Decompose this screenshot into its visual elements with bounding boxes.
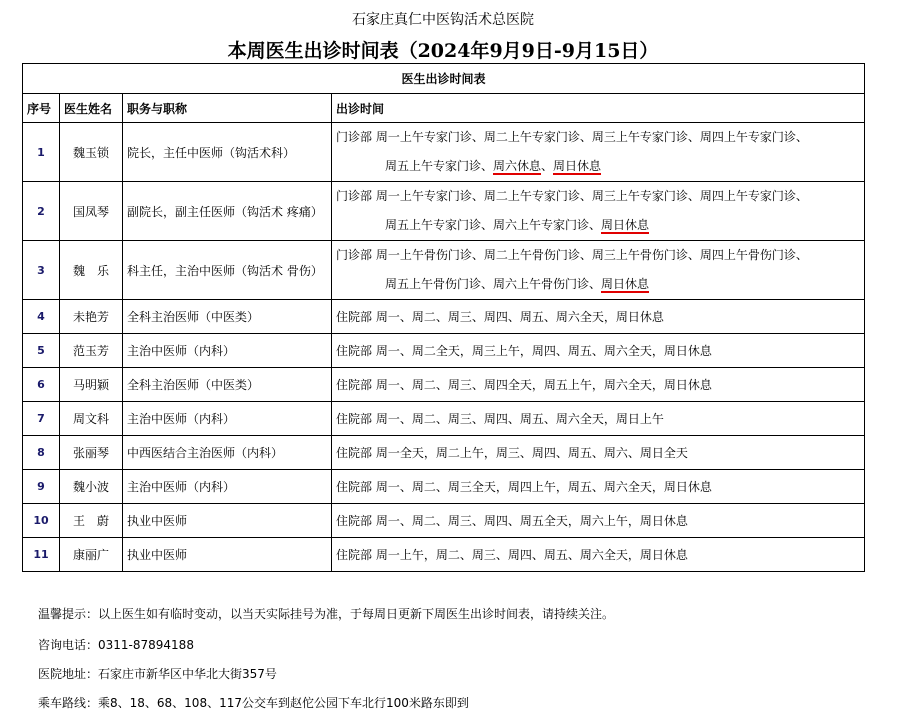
doctor-name: 马明颖 — [60, 368, 123, 402]
doctor-name: 王 蔚 — [60, 504, 123, 538]
doctor-position: 全科主治医师（中医类） — [123, 368, 332, 402]
doctor-name: 魏小波 — [60, 470, 123, 504]
schedule-segment: 周五上午专家门诊、周六上午专家门诊、 — [385, 218, 602, 232]
schedule-cell: 住院部 周一全天，周二上午，周三、周四、周五、周六、周日全天 — [332, 436, 865, 470]
schedule-cell: 住院部 周一上午，周二、周三、周四、周五、周六全天，周日休息 — [332, 538, 865, 572]
rest-day-highlight: 周日休息 — [553, 159, 602, 173]
row-number: 6 — [23, 368, 60, 402]
row-number: 8 — [23, 436, 60, 470]
schedule-cell — [332, 123, 865, 182]
doctor-position: 副院长，副主任医师（钩活术 疼痛） — [123, 182, 332, 241]
doctor-position: 执业中医师 — [123, 538, 332, 572]
schedule-cell: 住院部 周一、周二、周三、周四、周五、周六全天，周日上午 — [332, 402, 865, 436]
table-row — [23, 436, 865, 470]
schedule-line-2 — [336, 270, 860, 299]
schedule-line-1: 门诊部 周一上午专家门诊、周二上午专家门诊、周三上午专家门诊、周四上午专家门诊、 — [336, 189, 808, 203]
table-row — [23, 538, 865, 572]
header-schedule: 出诊时间 — [332, 94, 865, 123]
schedule-segment: 周五上午专家门诊、 — [385, 159, 494, 173]
table-row — [23, 123, 865, 182]
table-row — [23, 402, 865, 436]
doctor-position: 中西医结合主治医师（内科） — [123, 436, 332, 470]
doctor-position: 主治中医师（内科） — [123, 470, 332, 504]
schedule-cell: 住院部 周一、周二、周三、周四、周五、周六全天，周日休息 — [332, 300, 865, 334]
table-row — [23, 241, 865, 300]
header-number: 序号 — [23, 94, 60, 123]
row-number: 3 — [23, 241, 60, 300]
row-number: 5 — [23, 334, 60, 368]
schedule-line-2 — [336, 152, 860, 181]
doctor-position: 全科主治医师（中医类） — [123, 300, 332, 334]
notice-text: 温馨提示：以上医生如有临时变动，以当天实际挂号为准，于每周日更新下周医生出诊时间表，请持续关注。 — [38, 607, 615, 621]
table-row — [23, 300, 865, 334]
schedule-cell: 住院部 周一、周二、周三全天，周四上午，周五、周六全天，周日休息 — [332, 470, 865, 504]
schedule-cell: 住院部 周一、周二、周三、周四全天，周五上午，周六全天，周日休息 — [332, 368, 865, 402]
doctor-name: 未艳芳 — [60, 300, 123, 334]
address-text: 医院地址：石家庄市新华区中华北大街357号 — [38, 667, 277, 681]
schedule-line-1: 门诊部 周一上午骨伤门诊、周二上午骨伤门诊、周三上午骨伤门诊、周四上午骨伤门诊、 — [336, 248, 808, 262]
schedule-segment: 、 — [541, 159, 554, 173]
doctor-name: 国凤琴 — [60, 182, 123, 241]
doctor-position: 主治中医师（内科） — [123, 334, 332, 368]
schedule-segment: 周五上午骨伤门诊、周六上午骨伤门诊、 — [385, 277, 602, 291]
table-row — [23, 368, 865, 402]
doctor-position: 科主任，主治中医师（钩活术 骨伤） — [123, 241, 332, 300]
doctor-position: 执业中医师 — [123, 504, 332, 538]
doctor-name: 张丽琴 — [60, 436, 123, 470]
header-position: 职务与职称 — [123, 94, 332, 123]
table-row — [23, 182, 865, 241]
doctor-position: 院长，主任中医师（钩活术科） — [123, 123, 332, 182]
schedule-cell: 住院部 周一、周二、周三、周四、周五全天，周六上午，周日休息 — [332, 504, 865, 538]
page-title: 本周医生出诊时间表（2024年9月9日-9月15日） — [227, 40, 659, 62]
doctor-position: 主治中医师（内科） — [123, 402, 332, 436]
schedule-line-2 — [336, 211, 860, 240]
row-number: 1 — [23, 123, 60, 182]
schedule-table — [22, 63, 865, 572]
rest-day-highlight: 周日休息 — [601, 218, 650, 232]
doctor-name: 康丽广 — [60, 538, 123, 572]
doctor-name: 范玉芳 — [60, 334, 123, 368]
schedule-line-1: 门诊部 周一上午专家门诊、周二上午专家门诊、周三上午专家门诊、周四上午专家门诊、 — [336, 130, 808, 144]
table-row — [23, 470, 865, 504]
table-row — [23, 504, 865, 538]
schedule-cell — [332, 241, 865, 300]
rest-day-highlight: 周日休息 — [601, 277, 650, 291]
row-number: 11 — [23, 538, 60, 572]
schedule-cell: 住院部 周一、周二全天，周三上午，周四、周五、周六全天，周日休息 — [332, 334, 865, 368]
row-number: 4 — [23, 300, 60, 334]
route-text: 乘车路线：乘8、18、68、108、117公交车到赵佗公园下车北行100米路东即到 — [38, 696, 469, 710]
rest-day-highlight: 周六休息 — [493, 159, 542, 173]
hospital-name: 石家庄真仁中医钩活术总医院 — [352, 12, 534, 28]
phone-text: 咨询电话：0311-87894188 — [38, 638, 194, 652]
row-number: 7 — [23, 402, 60, 436]
table-row — [23, 334, 865, 368]
doctor-name: 魏玉锁 — [60, 123, 123, 182]
row-number: 9 — [23, 470, 60, 504]
doctor-name: 周文科 — [60, 402, 123, 436]
header-name: 医生姓名 — [60, 94, 123, 123]
row-number: 2 — [23, 182, 60, 241]
table-header — [23, 94, 865, 123]
schedule-cell — [332, 182, 865, 241]
row-number: 10 — [23, 504, 60, 538]
table-caption: 医生出诊时间表 — [23, 64, 865, 94]
doctor-name: 魏 乐 — [60, 241, 123, 300]
